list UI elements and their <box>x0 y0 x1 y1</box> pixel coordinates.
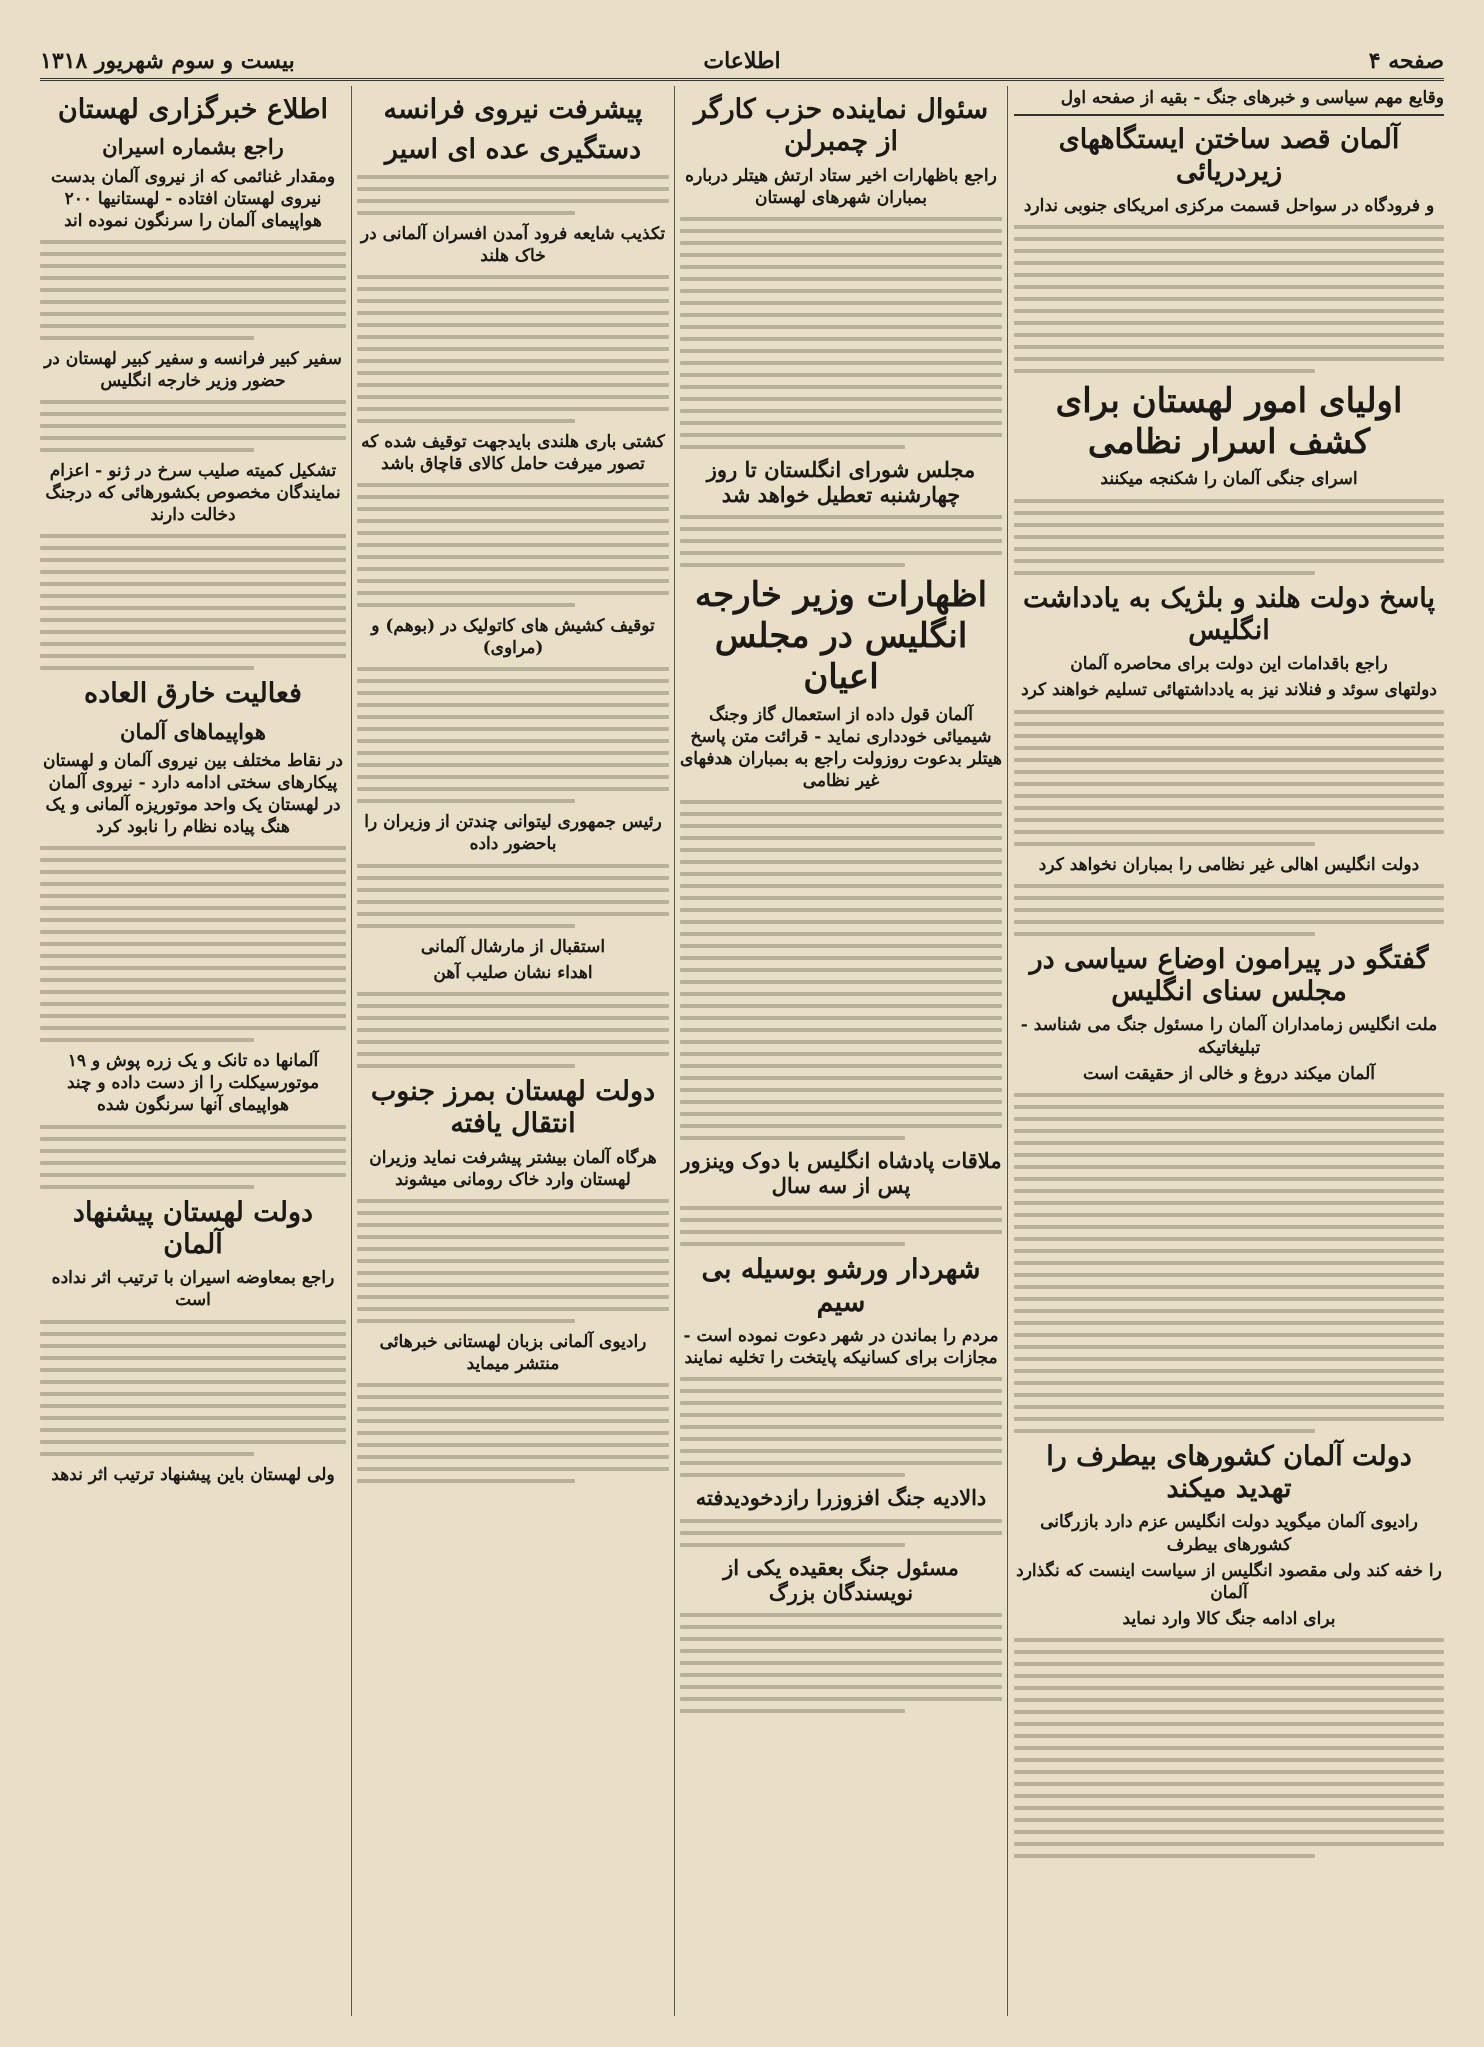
article-subheadline: دولت انگلیس اهالی غیر نظامی را بمباران نخواهد کرد <box>1038 854 1420 875</box>
column-rule <box>351 86 352 2016</box>
article-subheadline: راجع باظهارات اخیر ستاد ارتش هیتلر درباره بمباران شهرهای لهستان <box>685 165 997 208</box>
column-3 <box>357 86 669 2016</box>
article-subheadline: رادیوی آلمان میگوید دولت انگلیس عزم دارد بازرگانی کشورهای بیطرف <box>1040 1512 1418 1555</box>
article-headline: کشتی باری هلندی بایدجهت توقیف شده که تصور میرفت حامل کالای قاچاق باشد <box>361 431 665 475</box>
article-subheadline: راجع بمعاوضه اسیران با ترتیب اثر نداده است <box>51 1268 335 1311</box>
column-rule <box>674 86 675 2016</box>
article-headline: رئیس جمهوری لیتوانی چندتن از وزیران را باحضور داده <box>364 812 662 855</box>
article-headline: تکذیب شایعه فرود آمدن افسران آلمانی در خاک هلند <box>360 223 666 266</box>
article-headline: اولیای امور لهستان برای کشف اسرار نظامی <box>1055 380 1403 462</box>
article-body <box>680 1377 1002 1477</box>
article-headline: پاسخ دولت هلند و بلژیک به یادداشت انگلیس <box>1023 582 1435 646</box>
article-subheadline: را خفه کند ولی مقصود انگلیس از سیاست اینست که نگذارد آلمان <box>1016 1560 1442 1603</box>
article-headline: آلمان قصد ساختن ایستگاههای زیردریائی <box>1058 124 1400 188</box>
article-headline: اطلاع خبرگزاری لهستان <box>57 94 329 125</box>
article-headline: آلمانها ده تانک و یک زره پوش و ۱۹ موتورسیکلت را از دست داده و چند هواپیمای آنها سرنگون شده <box>66 1051 320 1116</box>
article-body <box>680 800 1002 1140</box>
article-subheadline: ومقدار غنائمی که از نیروی آلمان بدست نیروی لهستان افتاده - لهستانیها ۲۰۰ هواپیمای آلمان را سرنگون نموده اند <box>50 166 336 231</box>
article-subheadline: هرگاه آلمان بیشتر پیشرفت نماید وزیران لهستان وارد خاک رومانی میشوند <box>369 1147 657 1190</box>
article-headline: توقیف کشیش های کاتولیک در (بوهم) و (مراوی) <box>371 616 655 659</box>
newspaper-name: اطلاعات <box>703 48 781 74</box>
article-headline: فعالیت خارق العاده <box>84 678 302 710</box>
article-headline: تشکیل کمیته صلیب سرخ در ژنو - اعزام نمایندگان مخصوص بکشورهائی که درجنگ دخالت دارند <box>45 461 341 526</box>
article-body <box>1014 884 1444 936</box>
article-subheadline: آلمان میکند دروغ و خالی از حقیقت است <box>1082 1063 1375 1084</box>
article-body <box>357 864 669 928</box>
article-subheadline: راجع بشماره اسیران <box>102 134 284 160</box>
article-body <box>1014 710 1444 846</box>
article-body <box>1014 225 1444 373</box>
article-body <box>357 667 669 803</box>
page-number: صفحه ۴ <box>1368 48 1444 74</box>
article-headline: رادیوی آلمانی بزبان لهستانی خبرهائی منتشر میماید <box>379 1331 647 1374</box>
article-subheadline: آلمان قول داده از استعمال گاز وجنگ شیمیائی خودداری نماید - قرائت متن پاسخ هیتلر بدعوت روزولت راجع به بمباران هدفهای غیر نظامی <box>680 704 1002 792</box>
article-subheadline: و فرودگاه در سواحل قسمت مرکزی امریکای جنوبی ندارد <box>1023 195 1435 216</box>
article-headline: گفتگو در پیرامون اوضاع سیاسی در مجلس سنای انگلیس <box>1029 943 1429 1008</box>
article-body <box>40 846 346 1042</box>
article-body <box>357 1383 669 1483</box>
article-subheadline: اسرای جنگی آلمان را شکنجه میکنند <box>1100 469 1358 490</box>
article-body <box>1014 1638 1444 1858</box>
article-headline: پیشرفت نیروی فرانسه <box>383 94 643 125</box>
article-closing-line: ولی لهستان باین پیشنهاد ترتیب اثر ندهد <box>51 1464 335 1485</box>
article-headline: استقبال از مارشال آلمانی <box>420 936 606 957</box>
article-body <box>680 1519 1002 1547</box>
article-subheadline: در نقاط مختلف بین نیروی آلمان و لهستان پیکارهای سختی ادامه دارد - نیروی آلمان در لهستان یک واحد موتوریزه آلمانی و یک هنگ پیاده نظام را نابود کرد <box>42 750 343 838</box>
article-headline: ملاقات پادشاه انگلیس با دوک وینزور پس از سه سال <box>680 1148 1002 1199</box>
article-body <box>40 400 346 452</box>
article-body <box>357 992 669 1068</box>
article-subheadline: دستگیری عده ای اسیر <box>384 134 642 166</box>
article-headline: دالادیه جنگ افزوزرا رازدخودیدفته <box>695 1485 987 1511</box>
article-body <box>40 1320 346 1456</box>
article-body <box>680 217 1002 449</box>
issue-date: بیست و سوم شهریور ۱۳۱۸ <box>40 48 295 74</box>
article-subheadline: ملت انگلیس زمامداران آلمان را مسئول جنگ می شناسد - تبلیغاتیکه <box>1020 1015 1438 1058</box>
article-headline: مجلس شورای انگلستان تا روز چهارشنبه تعطیل خواهد شد <box>706 456 976 508</box>
article-body <box>40 534 346 670</box>
article-body <box>40 1125 346 1189</box>
article-headline: دولت لهستان پیشنهاد آلمان <box>72 1196 314 1260</box>
article-body <box>357 175 669 215</box>
article-subheadline: اهداء نشان صلیب آهن <box>433 962 593 983</box>
article-subheadline: دولتهای سوئد و فنلاند نیز به یادداشتهائی تسلیم خواهند کرد <box>1021 680 1437 701</box>
article-body <box>40 240 346 340</box>
column-2 <box>680 86 1002 2016</box>
article-subheadline: راجع باقدامات این دولت برای محاصره آلمان <box>1070 654 1388 675</box>
article-body <box>680 1613 1002 1713</box>
article-subheadline: مردم را بماندن در شهر دعوت نموده است - مجازات برای کسانیکه پایتخت را تخلیه نمایند <box>683 1326 999 1369</box>
article-body <box>1014 1093 1444 1433</box>
article-subheadline: برای ادامه جنگ کالا وارد نماید <box>1122 1608 1336 1629</box>
article-headline: شهردار ورشو بوسیله بی سیم <box>701 1254 981 1318</box>
page-header <box>40 44 1444 81</box>
article-body <box>680 1206 1002 1246</box>
section-heading: وقایع مهم سیاسی و خبرهای جنگ - بقیه از صفحه اول <box>1014 86 1444 116</box>
column-rule <box>1007 86 1008 2016</box>
article-headline: اظهارات وزیر خارجه انگلیس در مجلس اعیان <box>694 575 988 697</box>
article-headline: دولت لهستان بمرز جنوب انتقال یافته <box>370 1075 656 1140</box>
column-1 <box>1014 86 1444 2016</box>
article-headline: مسئول جنگ بعقیده یکی از نویسندگان بزرگ <box>723 1554 959 1605</box>
article-body <box>680 515 1002 567</box>
article-body <box>357 1199 669 1323</box>
article-body <box>357 275 669 423</box>
article-body <box>1014 499 1444 575</box>
column-4 <box>40 86 346 2016</box>
article-headline: سفیر کبیر فرانسه و سفیر کبیر لهستان در حضور وزیر خارجه انگلیس <box>44 348 342 391</box>
article-headline: دولت آلمان کشورهای بیطرف را تهدید میکند <box>1046 1440 1412 1505</box>
article-subheadline: هواپیماهای آلمان <box>120 718 266 744</box>
article-headline: سئوال نماینده حزب کارگر از چمبرلن <box>693 94 989 158</box>
article-body <box>357 483 669 607</box>
